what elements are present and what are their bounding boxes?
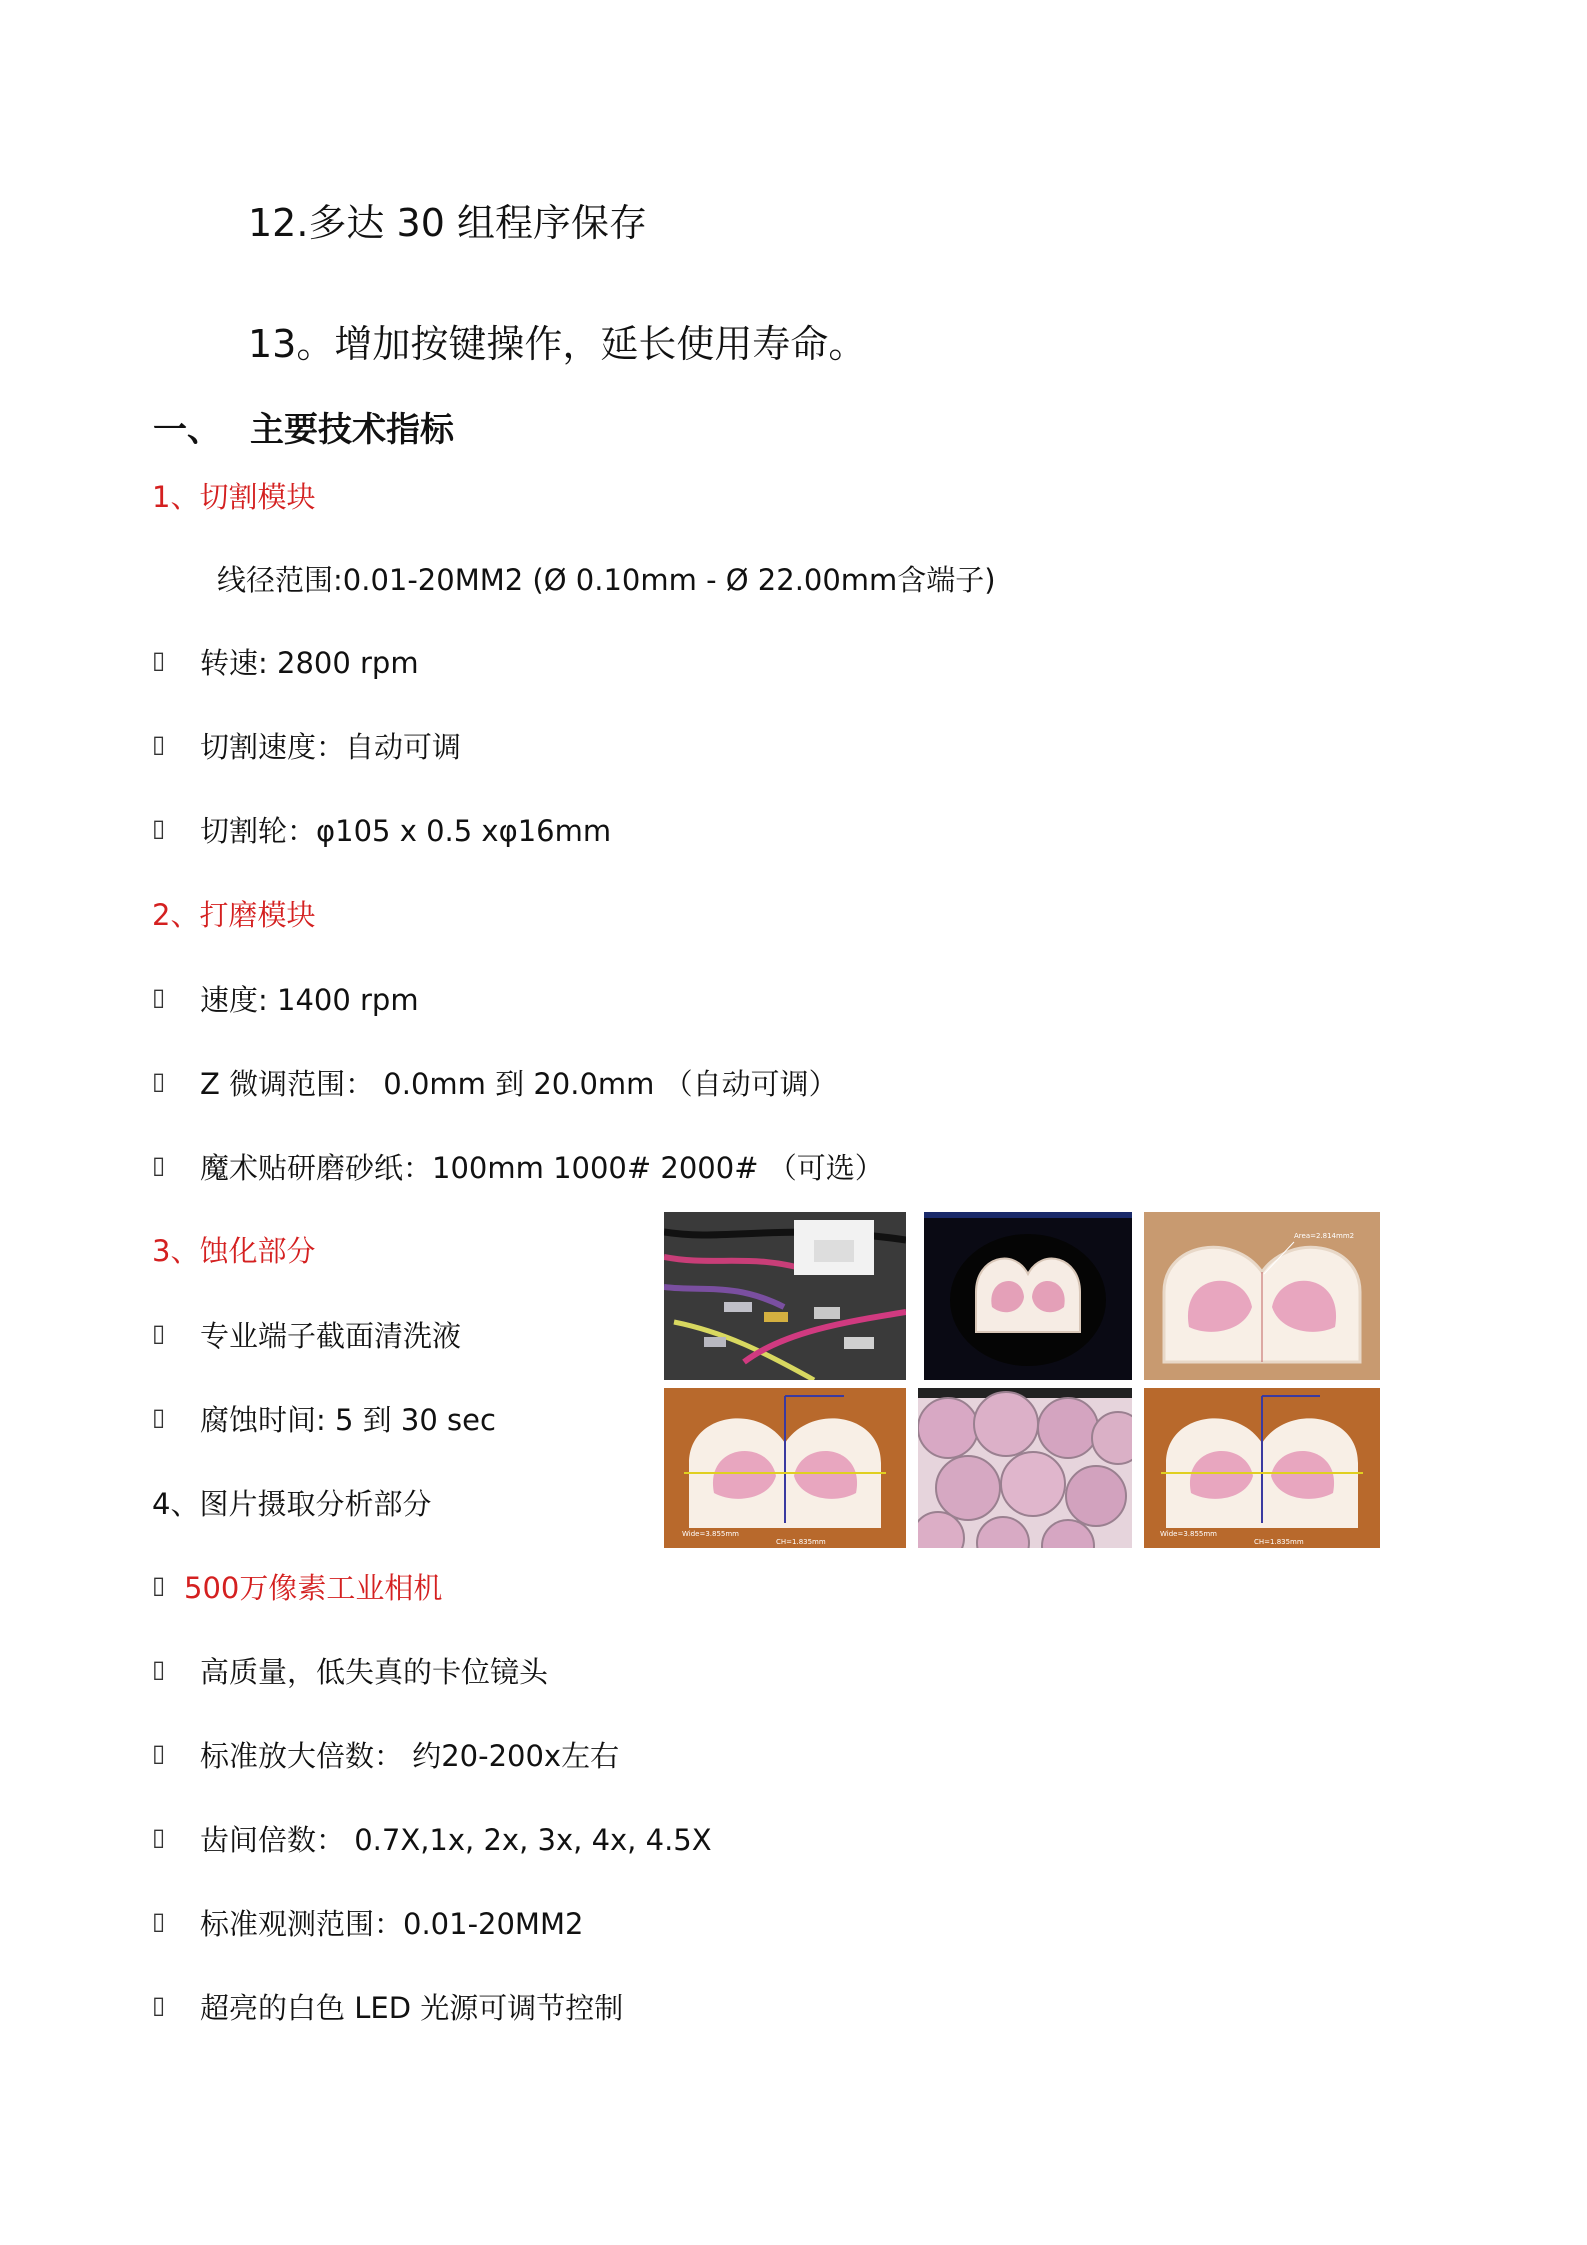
bullet-icon: ▯: [152, 983, 166, 1011]
bullet-icon: ▯: [152, 646, 166, 674]
bullet-icon: ▯: [152, 1319, 166, 1347]
ch-caption-1: CH=1.835mm: [776, 1538, 826, 1546]
photo-heading: 4、图片摄取分析部分: [152, 1487, 432, 1521]
section-number: 一、: [153, 410, 221, 450]
cut-speed: 切割速度：自动可调: [200, 730, 462, 764]
item-13: 13。增加按键操作，延长使用寿命。: [248, 322, 867, 366]
strand-microscopy-photo: [918, 1388, 1132, 1548]
etch-time: 腐蚀时间: 5 到 30 sec: [200, 1403, 496, 1437]
photo-camera: 500万像素工业相机: [184, 1571, 443, 1605]
bullet-icon: ▯: [152, 1907, 166, 1935]
bullet-icon: ▯: [152, 1991, 166, 2019]
cross-section-small-photo: [924, 1212, 1132, 1380]
cross-section-area-photo: [1144, 1212, 1380, 1380]
item-12: 12.多达 30 组程序保存: [248, 201, 647, 245]
cut-wheel: 切割轮：φ105 x 0.5 xφ16mm: [200, 814, 612, 848]
cross-section-measure-photo-1: [664, 1388, 906, 1548]
bullet-icon: ▯: [152, 814, 166, 842]
bullet-icon: ▯: [152, 1655, 166, 1683]
cut-module-heading: 1、切割模块: [152, 480, 316, 514]
grind-sandpaper: 魔术贴研磨砂纸：100mm 1000# 2000# （可选）: [200, 1151, 884, 1185]
grind-speed: 速度: 1400 rpm: [200, 983, 419, 1017]
terminals-photo: [664, 1212, 906, 1380]
wide-caption-2: Wide=3.855mm: [1160, 1530, 1218, 1538]
cut-rotation-speed: 转速: 2800 rpm: [200, 646, 419, 680]
ch-caption-2: CH=1.835mm: [1254, 1538, 1304, 1546]
bullet-icon: ▯: [152, 1571, 166, 1599]
etch-heading: 3、蚀化部分: [152, 1234, 316, 1268]
photo-lens: 高质量，低失真的卡位镜头: [200, 1655, 549, 1689]
bullet-icon: ▯: [152, 730, 166, 758]
cross-section-measure-photo-2: [1144, 1388, 1380, 1548]
photo-observation-range: 标准观测范围：0.01-20MM2: [200, 1907, 584, 1941]
bullet-icon: ▯: [152, 1823, 166, 1851]
etch-liquid: 专业端子截面清洗液: [200, 1319, 462, 1353]
photo-led-light: 超亮的白色 LED 光源可调节控制: [200, 1991, 624, 2025]
section-title: 主要技术指标: [250, 410, 454, 450]
wide-caption-1: Wide=3.855mm: [682, 1530, 740, 1538]
photo-magnification: 标准放大倍数： 约20-200x左右: [200, 1739, 620, 1773]
bullet-icon: ▯: [152, 1739, 166, 1767]
grind-z-range: Z 微调范围： 0.0mm 到 20.0mm （自动可调）: [200, 1067, 838, 1101]
bullet-icon: ▯: [152, 1403, 166, 1431]
cut-wire-range: 线径范围:0.01-20MM2 (Ø 0.10mm - Ø 22.00mm含端子): [217, 563, 996, 597]
bullet-icon: ▯: [152, 1151, 166, 1179]
photo-gear-ratio: 齿间倍数： 0.7X,1x, 2x, 3x, 4x, 4.5X: [200, 1823, 712, 1857]
cross-section-image-gallery: [662, 1210, 1382, 1550]
bullet-icon: ▯: [152, 1067, 166, 1095]
grind-module-heading: 2、打磨模块: [152, 898, 316, 932]
area-caption: Area=2.814mm2: [1294, 1232, 1355, 1240]
